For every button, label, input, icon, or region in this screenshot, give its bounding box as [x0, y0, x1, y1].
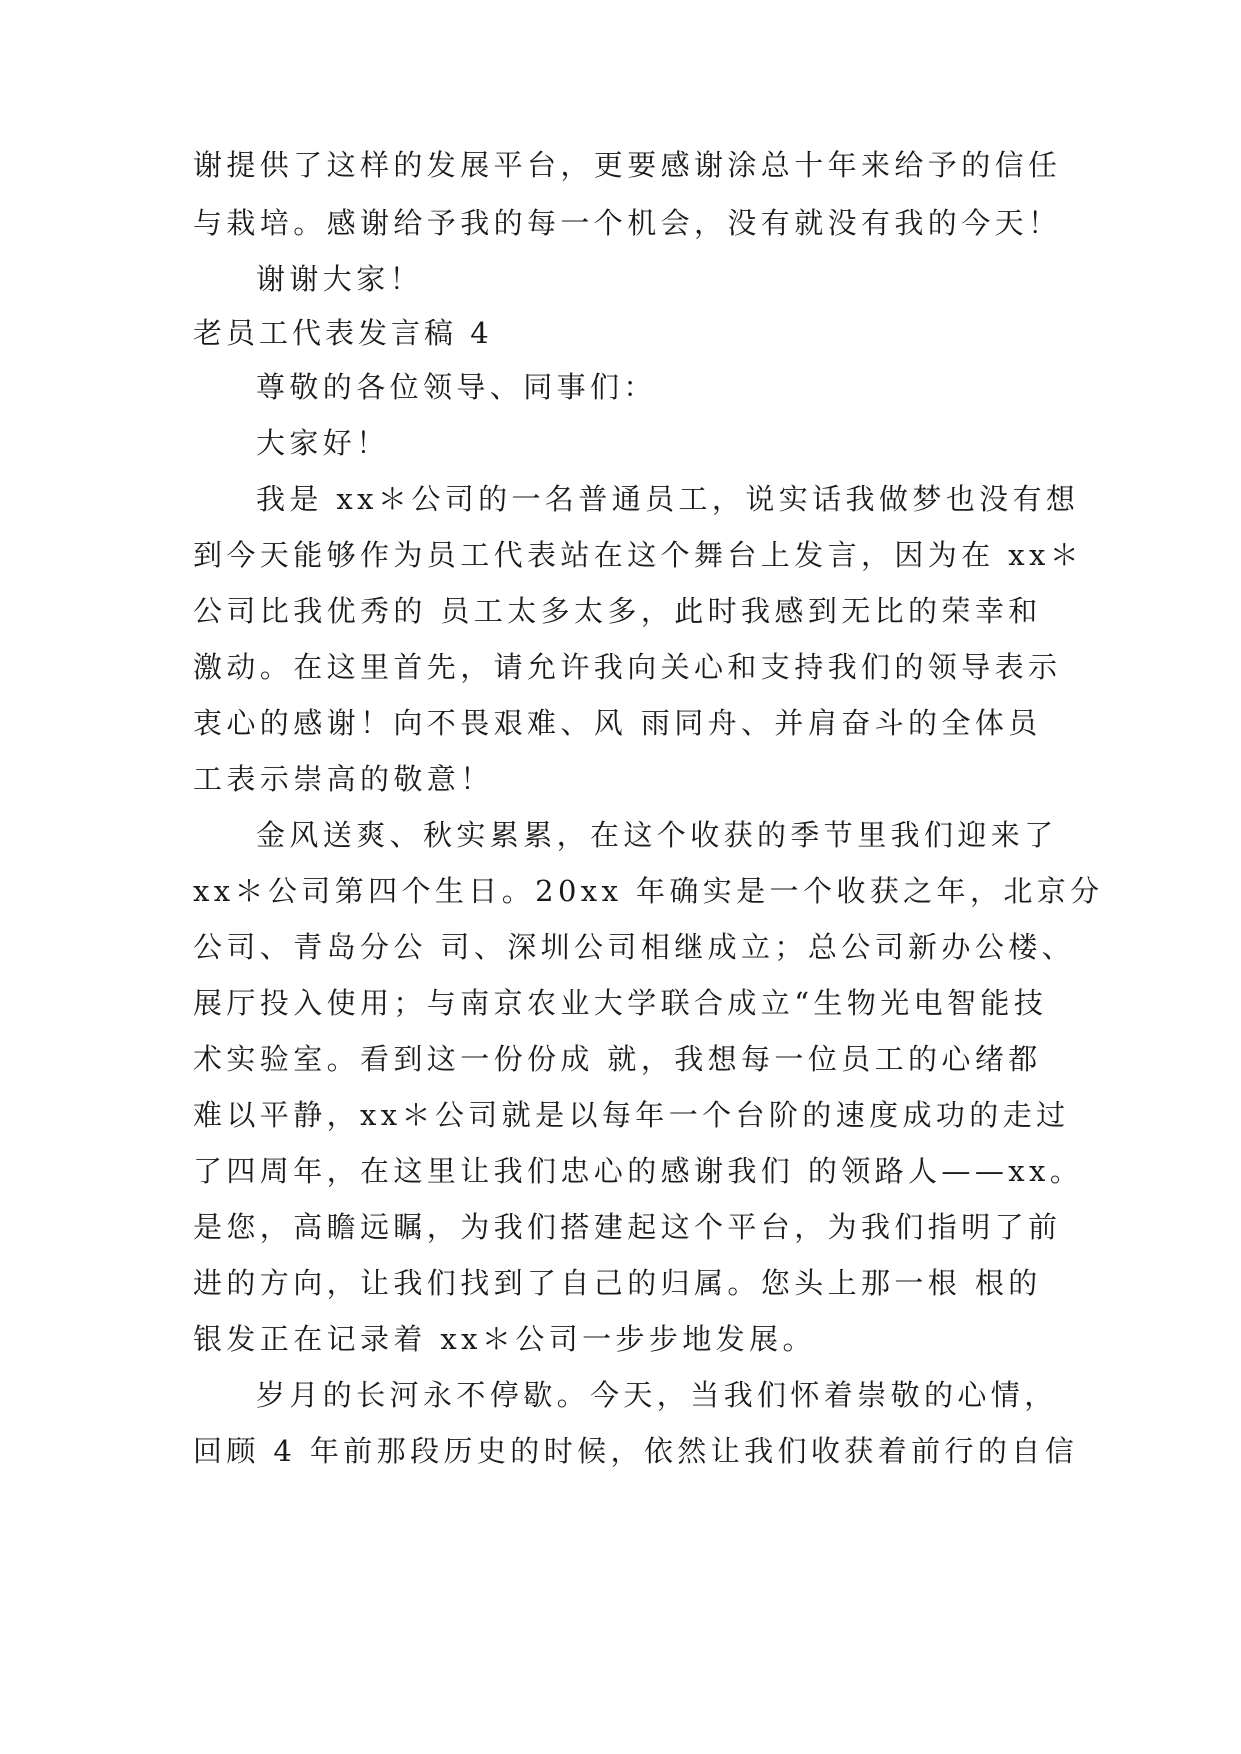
paragraph-line: 是您，高瞻远瞩，为我们搭建起这个平台，为我们指明了前	[193, 1210, 1062, 1244]
section-title: 老员工代表发言稿 4	[193, 316, 493, 350]
paragraph-line: 公司、青岛分公 司、深圳公司相继成立；总公司新办公楼、	[193, 930, 1076, 964]
paragraph-line: 谢提供了这样的发展平台，更要感谢涂总十年来给予的信任	[193, 148, 1062, 182]
paragraph-line: 到今天能够作为员工代表站在这个舞台上发言，因为在 xx＊	[193, 538, 1084, 572]
paragraph-line: 公司比我优秀的 员工太多太多，此时我感到无比的荣幸和	[193, 594, 1042, 628]
paragraph-line: 回顾 4 年前那段历史的时候，依然让我们收获着前行的自信	[193, 1434, 1079, 1468]
paragraph-line: 了四周年，在这里让我们忠心的感谢我们 的领路人——xx。	[193, 1154, 1084, 1188]
paragraph-line: 岁月的长河永不停歇。今天，当我们怀着崇敬的心情，	[256, 1378, 1058, 1412]
salutation: 尊敬的各位领导、同事们：	[256, 370, 657, 404]
paragraph-line: 工表示崇高的敬意！	[193, 762, 494, 796]
paragraph-line: 衷心的感谢！向不畏艰难、风 雨同舟、并肩奋斗的全体员	[193, 706, 1042, 740]
paragraph-line: 术实验室。看到这一份份成 就，我想每一位员工的心绪都	[193, 1042, 1042, 1076]
paragraph-line: 银发正在记录着 xx＊公司一步步地发展。	[193, 1322, 816, 1356]
paragraph-line: 激动。在这里首先，请允许我向关心和支持我们的领导表示	[193, 650, 1062, 684]
paragraph-line: 难以平静，xx＊公司就是以每年一个台阶的速度成功的走过	[193, 1098, 1070, 1132]
closing-line: 谢谢大家！	[256, 262, 424, 296]
greeting: 大家好！	[256, 426, 390, 460]
paragraph-line: 与栽培。感谢给予我的每一个机会，没有就没有我的今天！	[193, 206, 1062, 240]
paragraph-line: xx＊公司第四个生日。20xx 年确实是一个收获之年，北京分	[193, 874, 1104, 908]
paragraph-line: 进的方向，让我们找到了自己的归属。您头上那一根 根的	[193, 1266, 1042, 1300]
paragraph-line: 展厅投入使用；与南京农业大学联合成立“生物光电智能技	[193, 986, 1048, 1020]
paragraph-line: 金风送爽、秋实累累，在这个收获的季节里我们迎来了	[256, 818, 1058, 852]
paragraph-line: 我是 xx＊公司的一名普通员工，说实话我做梦也没有想	[256, 482, 1080, 516]
